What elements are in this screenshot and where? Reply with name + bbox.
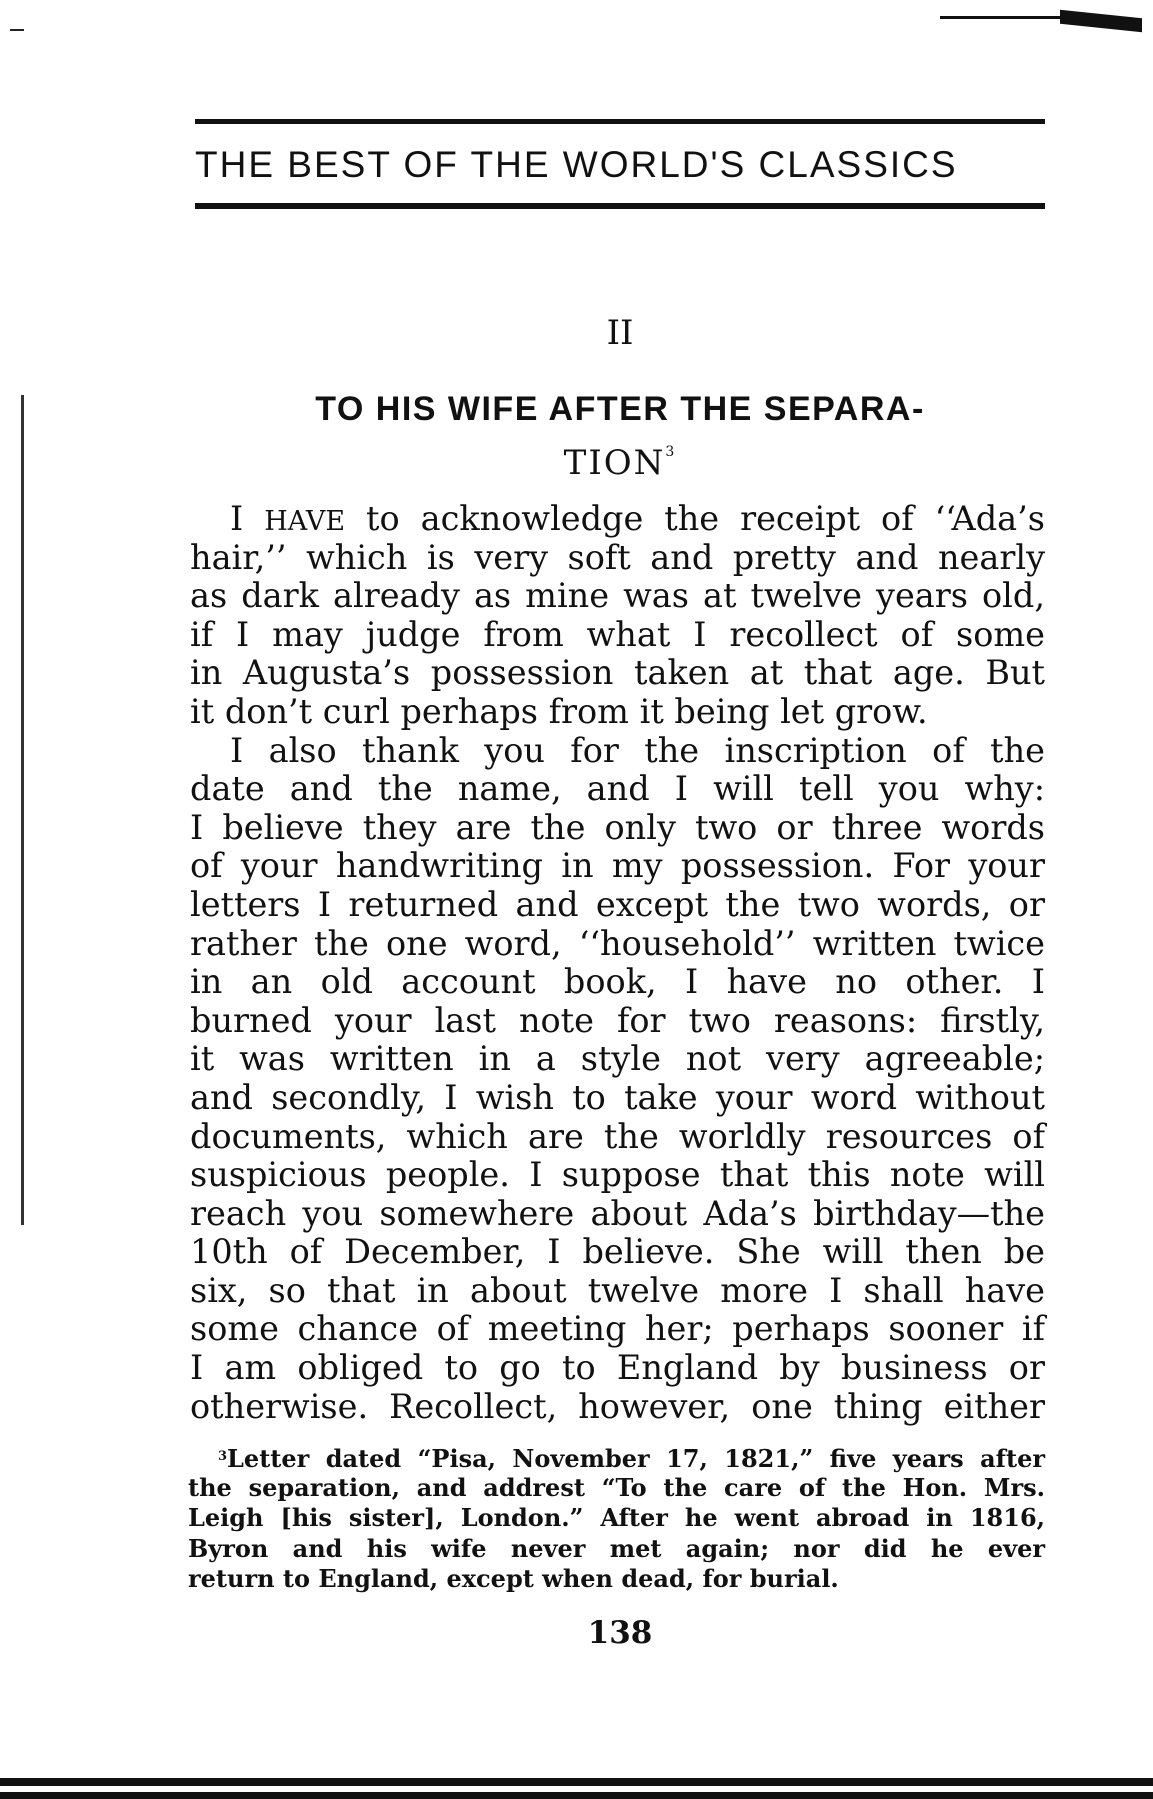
body-line: if I may judge from what I recollect of some (190, 614, 1045, 654)
body-line: it don’t curl perhaps from it being let grow. (190, 691, 928, 731)
footnote-mark: 3 (218, 1449, 228, 1464)
scan-mark (10, 29, 24, 31)
small-caps-word: HAVE (264, 506, 346, 537)
footnote-line: Byron and his wife never met again; nor did he ever (188, 1533, 1045, 1563)
footnote-line (188, 1442, 1045, 1473)
page-number: 138 (587, 1615, 653, 1651)
body-line: in Augusta’s possession taken at that age. But (190, 653, 1045, 693)
drop-word: I (230, 499, 265, 538)
footnote (188, 1442, 1045, 1595)
body-line: rather the one word, ‘‘household’’ written twice (190, 923, 1045, 963)
running-head: THE BEST OF THE WORLD'S CLASSICS (195, 144, 958, 185)
header-rule-bottom (195, 203, 1045, 209)
body-line: burned your last note for two reasons: firstly, (190, 1000, 1045, 1040)
body-line: it was written in a style not very agreeable; (190, 1039, 1045, 1079)
body-line: otherwise. Recollect, however, one thing either (190, 1386, 1045, 1426)
body-line: letters I returned and except the two words, or (190, 884, 1045, 924)
letter-body (190, 500, 1045, 1426)
scan-mark (940, 8, 1142, 30)
body-line: I also thank you for the inscription of the (230, 730, 1045, 770)
footnote-reference: 3 (665, 444, 677, 460)
body-line: of your handwriting in my possession. For your (190, 846, 1045, 886)
body-line: date and the name, and I will tell you why: (190, 769, 1045, 809)
body-line-rest: to acknowledge the receipt of ‘‘Ada’s (345, 499, 1045, 538)
header-rule-top (195, 119, 1045, 124)
scan-margin-line (21, 395, 24, 1225)
body-line: I am obliged to go to England by business or (190, 1348, 1045, 1388)
body-line: 10th of December, I believe. She will then be (190, 1232, 1045, 1272)
scan-bottom-rule (0, 1792, 1153, 1799)
scan-bottom-rule (0, 1778, 1153, 1786)
footnote-line: Leigh [his sister], London.” After he went abroad in 1816, (188, 1503, 1045, 1533)
body-line: hair,’’ which is very soft and pretty and nearly (190, 537, 1045, 577)
chapter-numeral: II (606, 313, 634, 353)
body-line: documents, which are the worldly resources of (190, 1116, 1045, 1156)
body-line: some chance of meeting her; perhaps sooner if (190, 1309, 1045, 1349)
body-line (190, 500, 1045, 539)
footnote-line: return to England, except when dead, for burial. (188, 1564, 839, 1594)
body-line: as dark already as mine was at twelve years old, (190, 576, 1045, 616)
footnote-line-text: Letter dated “Pisa, November 17, 1821,” five years after (227, 1444, 1045, 1473)
body-line: six, so that in about twelve more I shall have (190, 1270, 1045, 1310)
body-line: in an old account book, I have no other. I (190, 962, 1045, 1002)
chapter-title-line-2-text: TION (563, 443, 666, 483)
chapter-title-line-1: TO HIS WIFE AFTER THE SEPARA- (315, 390, 925, 428)
footnote-line: the separation, and addrest “To the care of the Hon. Mrs. (188, 1472, 1045, 1502)
body-line: I believe they are the only two or three words (190, 807, 1045, 847)
body-line: and secondly, I wish to take your word without (190, 1077, 1045, 1117)
body-line: reach you somewhere about Ada’s birthday—the (190, 1193, 1045, 1233)
chapter-title-line-2 (195, 431, 1045, 485)
body-line: suspicious people. I suppose that this note will (190, 1155, 1045, 1195)
chapter-title (195, 388, 1045, 485)
